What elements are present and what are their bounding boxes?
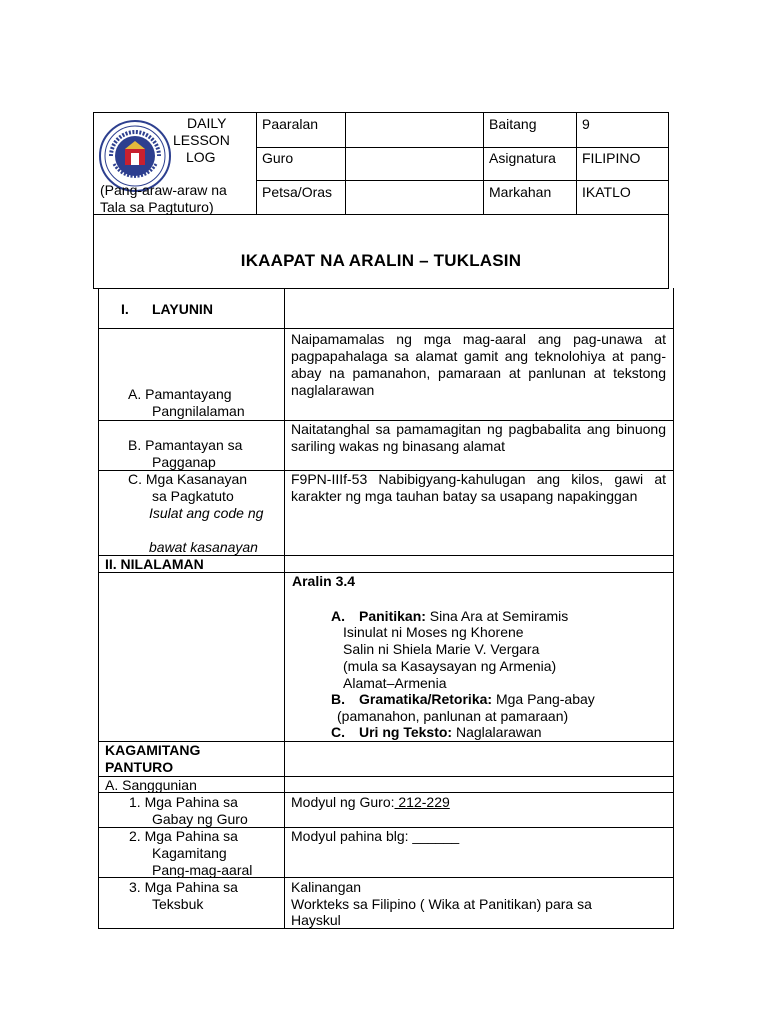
pamantayang-text: Naipamamalas ng mga mag-aaral ang pag-unawa at pagpapahalaga sa alamat gamit ang teknolohiya at pang-abay na pamanahon, pamaraan at panlunan at tekstong naglalarawan [291, 331, 666, 398]
layunin-heading: LAYUNIN [152, 301, 213, 317]
uri-label: Uri ng Teksto: [359, 724, 453, 740]
teksbuk-value-2: Workteks sa Filipino ( Wika at Panitikan) para sa [291, 896, 592, 912]
panitikan-translator: Salin ni Shiela Marie V. Vergara [343, 641, 540, 657]
aralin-label: Aralin 3.4 [292, 573, 356, 589]
baitang-label: Baitang [489, 116, 537, 132]
panitikan-marker: A. [331, 608, 345, 624]
gramatika-line [359, 691, 595, 708]
kagamitang-label-1: 2. Mga Pahina sa [129, 828, 238, 844]
kagamitang-heading-1: KAGAMITANG [105, 742, 201, 758]
pamantayang-label-2: Pangnilalaman [152, 403, 245, 419]
kasanayan-label-1: C. Mga Kasanayan [128, 471, 248, 487]
markahan-label: Markahan [489, 184, 552, 200]
header-subtitle-1: (Pang-araw-araw na [100, 182, 227, 198]
gramatika-marker: B. [331, 691, 345, 707]
uri-marker: C. [331, 724, 345, 740]
panitikan-value: Sina Ara at Semiramis [425, 608, 569, 624]
modyul-value-blank[interactable]: ______ [412, 828, 460, 844]
asignatura-label: Asignatura [489, 150, 556, 166]
panitikan-label: Panitikan: [359, 608, 426, 624]
pagganap-text: Naitatanghal sa pamamagitan ng pagbabalita ang binuong sariling wakas ng binasang alamat [291, 421, 666, 454]
gabay-value-prefix: Modyul ng Guro: [291, 794, 395, 810]
teksbuk-value-3: Hayskul [291, 912, 341, 928]
lesson-title: IKAAPAT NA ARALIN – TUKLASIN [240, 251, 522, 270]
gramatika-label: Gramatika/Retorika: [359, 691, 493, 707]
kagamitang-heading-2: PANTURO [105, 759, 174, 775]
gramatika-detail: (pamanahon, panlunan at pamaraan) [337, 708, 569, 724]
panitikan-line [359, 608, 568, 625]
petsa-label: Petsa/Oras [262, 184, 333, 200]
gabay-value-pages: 212-229 [394, 794, 450, 810]
uri-line [359, 724, 542, 741]
panitikan-author: Isinulat ni Moses ng Khorene [343, 624, 524, 640]
panitikan-genre: Alamat–Armenia [343, 675, 447, 691]
kagamitang-label-2: Kagamitang [152, 845, 227, 861]
baitang-value[interactable]: 9 [582, 116, 590, 132]
kasanayan-label-3: Isulat ang code ng [149, 505, 264, 521]
gabay-label-2: Gabay ng Guro [152, 811, 248, 827]
header-subtitle-2: Tala sa Pagtuturo) [100, 199, 214, 215]
pagganap-label-1: B. Pamantayan sa [128, 437, 243, 453]
teksbuk-label-2: Teksbuk [152, 896, 204, 912]
teksbuk-label-1: 3. Mga Pahina sa [129, 879, 238, 895]
guro-label: Guro [262, 150, 294, 166]
asignatura-value[interactable]: FILIPINO [582, 150, 641, 166]
header-lesson: LESSON [173, 132, 230, 148]
panitikan-source: (mula sa Kasaysayan ng Armenia) [343, 658, 557, 674]
sanggunian-label: A. Sanggunian [105, 777, 197, 793]
markahan-value[interactable]: IKATLO [582, 184, 631, 200]
modyul-value [291, 828, 459, 845]
pagganap-label-2: Pagganap [152, 454, 216, 470]
gramatika-value: Mga Pang-abay [492, 691, 595, 707]
nilalaman-heading: II. NILALAMAN [105, 556, 204, 572]
modyul-value-prefix: Modyul pahina blg: [291, 828, 413, 844]
header-daily: DAILY [187, 115, 227, 131]
kasanayan-label-4: bawat kasanayan [149, 539, 258, 555]
paaralan-label: Paaralan [262, 116, 319, 132]
kagamitang-label-3: Pang-mag-aaral [152, 862, 253, 878]
teksbuk-value-1: Kalinangan [291, 879, 362, 895]
uri-value: Naglalarawan [452, 724, 542, 740]
gabay-label-1: 1. Mga Pahina sa [129, 794, 238, 810]
layunin-number: I. [121, 301, 129, 317]
pamantayang-label-1: A. Pamantayang [128, 386, 232, 402]
kasanayan-label-2: sa Pagkatuto [152, 488, 234, 504]
gabay-value [291, 794, 450, 811]
kasanayan-text: F9PN-IIIf-53 Nabibigyang-kahulugan ang kilos, gawi at karakter ng mga tauhan batay sa usapang napakinggan [291, 471, 666, 504]
header-log: LOG [186, 149, 216, 165]
